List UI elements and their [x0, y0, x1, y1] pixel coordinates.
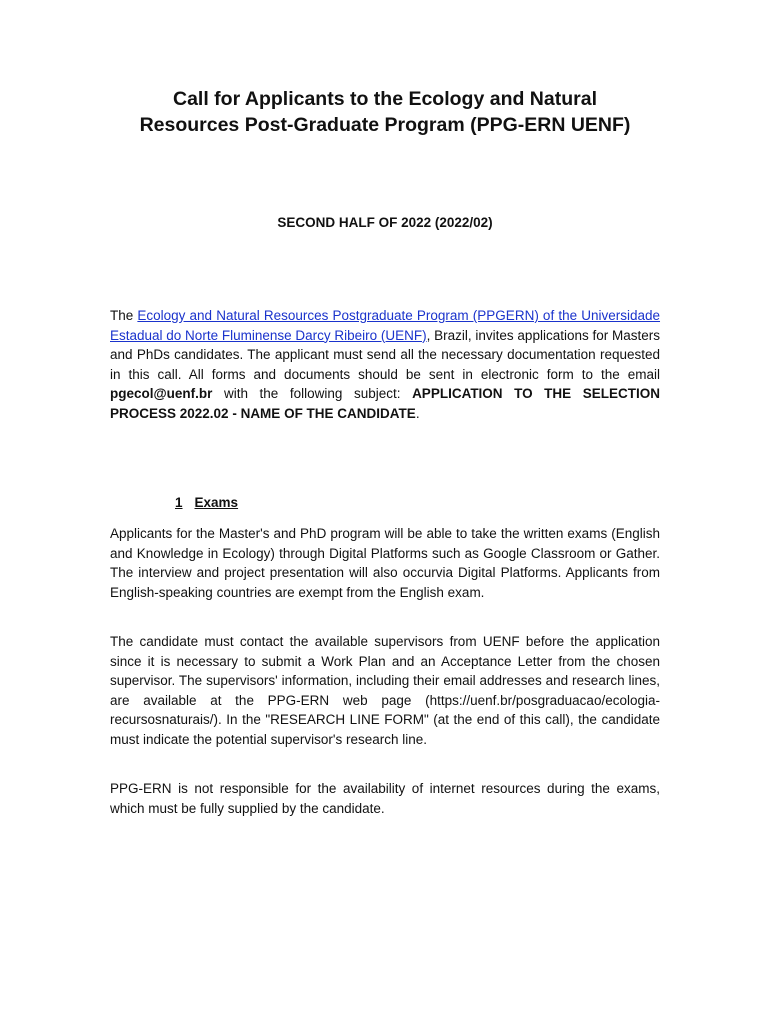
document-subtitle: SECOND HALF OF 2022 (2022/02)	[277, 215, 493, 230]
intro-middle: , Brazil, invites applications for Masters and PhDs candidates. The applicant must send all the necessary documentation requested in this call. All forms and documents should be sent in electronic form to the email	[110, 327, 660, 382]
intro-paragraph	[110, 306, 660, 423]
exams-paragraph-2: The candidate must contact the available supervisors from UENF before the application since it is necessary to submit a Work Plan and an Acceptance Letter from the chosen supervisor. The supervisors' information, including their email addresses and research lines, are available at the PPG-ERN web page (https://uenf.br/posgraduacao/ecologia-recursosnaturais/). In the "RESEARCH LINE FORM" (at the end of this call), the candidate must indicate the potential supervisor's research line.	[110, 634, 660, 747]
intro-subject-intro: with the following subject:	[212, 386, 413, 401]
section-title: Exams	[194, 495, 239, 510]
title-line-1: Call for Applicants to the Ecology and Natural	[173, 88, 597, 110]
intro-end: .	[415, 405, 420, 421]
email-subject: APPLICATION TO THE SELECTION PROCESS 2022.02 - NAME OF THE CANDIDATE	[110, 386, 660, 421]
intro-prefix: The	[110, 308, 138, 323]
section-heading-exams	[175, 493, 238, 512]
program-link[interactable]: Ecology and Natural Resources Postgraduate Program (PPGERN) of the Universidade Estadual do Norte Fluminense Darcy Ribeiro (UENF)	[110, 308, 661, 343]
section-number: 1	[175, 495, 183, 510]
exams-paragraph-3: PPG-ERN is not responsible for the availability of internet resources during the exams, which must be fully supplied by the candidate.	[110, 781, 660, 816]
exams-paragraph-1: Applicants for the Master's and PhD program will be able to take the written exams (English and Knowledge in Ecology) through Digital Platforms such as Google Classroom or Gather. The interview and project presentation will also occurvia Digital Platforms. Applicants from English-speaking countries are exempt from the English exam.	[110, 526, 660, 600]
title-line-2: Resources Post-Graduate Program (PPG-ERN UENF)	[139, 114, 631, 136]
contact-email: pgecol@uenf.br	[110, 386, 213, 401]
document-title	[100, 86, 670, 138]
